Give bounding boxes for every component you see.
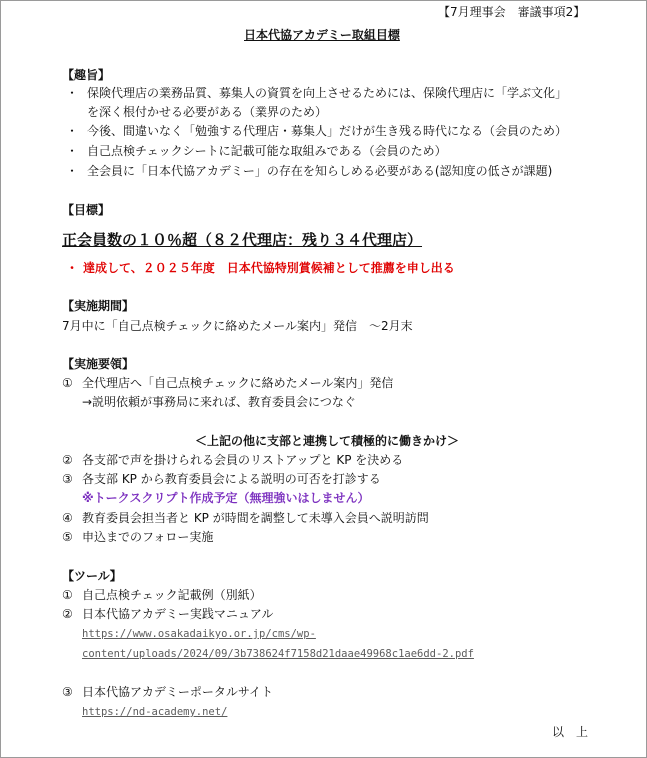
procedure-step	[62, 529, 213, 545]
purpose-item-continued: を深く根付かせる必要がある（業界のため）	[87, 105, 328, 119]
procedure-heading: 【実施要領】	[62, 357, 135, 371]
tool-text: 日本代協アカデミー実践マニュアル	[82, 607, 274, 621]
tool-text: 自己点検チェック記載例（別紙）	[82, 588, 262, 602]
step-text: 申込までのフォロー実施	[82, 530, 214, 544]
purpose-item: 全会員に「日本代協アカデミー」の存在を知らしめる必要がある(認知度の低さが課題)	[87, 164, 553, 178]
tools-heading: 【ツール】	[62, 569, 122, 583]
purpose-bullet: ・	[66, 164, 79, 178]
purpose-bullet: ・	[66, 124, 79, 138]
tool-item	[62, 587, 262, 603]
purpose-bullet: ・	[66, 144, 79, 158]
tool-item	[62, 684, 273, 700]
period-heading: 【実施期間】	[62, 299, 135, 313]
step-number: ⑤	[62, 530, 73, 544]
tool-item	[62, 606, 273, 622]
step-text: 各支部 KP から教育委員会による説明の可否を打診する	[82, 472, 381, 486]
purpose-item: 自己点検チェックシートに記載可能な取組みである（会員のため）	[87, 144, 447, 158]
document-title: 日本代協アカデミー取組目標	[244, 28, 400, 42]
closing-mark: 以 上	[552, 725, 589, 739]
step-text: 教育委員会担当者と KP が時間を調整して未導入会員へ説明訪問	[82, 511, 429, 525]
procedure-step	[62, 510, 429, 526]
manual-link-line-1[interactable]: https://www.osakadaikyo.or.jp/cms/wp-	[82, 628, 316, 640]
goal-note-bullet: ・	[66, 261, 79, 275]
step-text: 各支部で声を掛けられる会員のリストアップと KP を決める	[82, 453, 404, 467]
purpose-item: 今後、間違いなく「勉強する代理店・募集人」だけが生き残る時代になる（会員のため）	[87, 124, 568, 138]
period-text: 7月中に「自己点検チェックに絡めたメール案内」発信 ～2月末	[62, 319, 413, 333]
step-number: ②	[62, 453, 73, 467]
procedure-subheading: ＜上記の他に支部と連携して積極的に働きかけ＞	[195, 434, 460, 448]
tool-number: ①	[62, 588, 73, 602]
purpose-bullet: ・	[66, 86, 79, 100]
procedure-step	[62, 452, 403, 468]
procedure-substep: →説明依頼が事務局に来れば、教育委員会につなぐ	[82, 395, 356, 409]
goal-main: 正会員数の１０％超（８２代理店：残り３４代理店）	[62, 231, 423, 249]
tool-number: ②	[62, 607, 73, 621]
step-text: 全代理店へ「自己点検チェックに絡めたメール案内」発信	[82, 376, 394, 390]
tool-number: ③	[62, 685, 73, 699]
header-reference: 【7月理事会 審議事項2】	[438, 5, 586, 19]
purpose-item: 保険代理店の業務品質、募集人の資質を向上させるためには、保険代理店に「学ぶ文化」	[87, 86, 568, 100]
tool-text: 日本代協アカデミーポータルサイト	[82, 685, 274, 699]
manual-link-line-2[interactable]: content/uploads/2024/09/3b738624f7158d21daae49968c1ae6dd-2.pdf	[82, 648, 474, 660]
goal-note: 達成して、２０２５年度 日本代協特別賞候補として推薦を申し出る	[83, 261, 455, 275]
step-number: ③	[62, 472, 73, 486]
step-number: ④	[62, 511, 73, 525]
procedure-note: ※トークスクリプト作成予定（無理強いはしません）	[82, 491, 370, 505]
step-number: ①	[62, 376, 73, 390]
purpose-heading: 【趣旨】	[62, 68, 111, 82]
goal-heading: 【目標】	[62, 203, 111, 217]
procedure-step	[62, 375, 393, 391]
procedure-step	[62, 471, 381, 487]
portal-link[interactable]: https://nd-academy.net/	[82, 706, 228, 718]
